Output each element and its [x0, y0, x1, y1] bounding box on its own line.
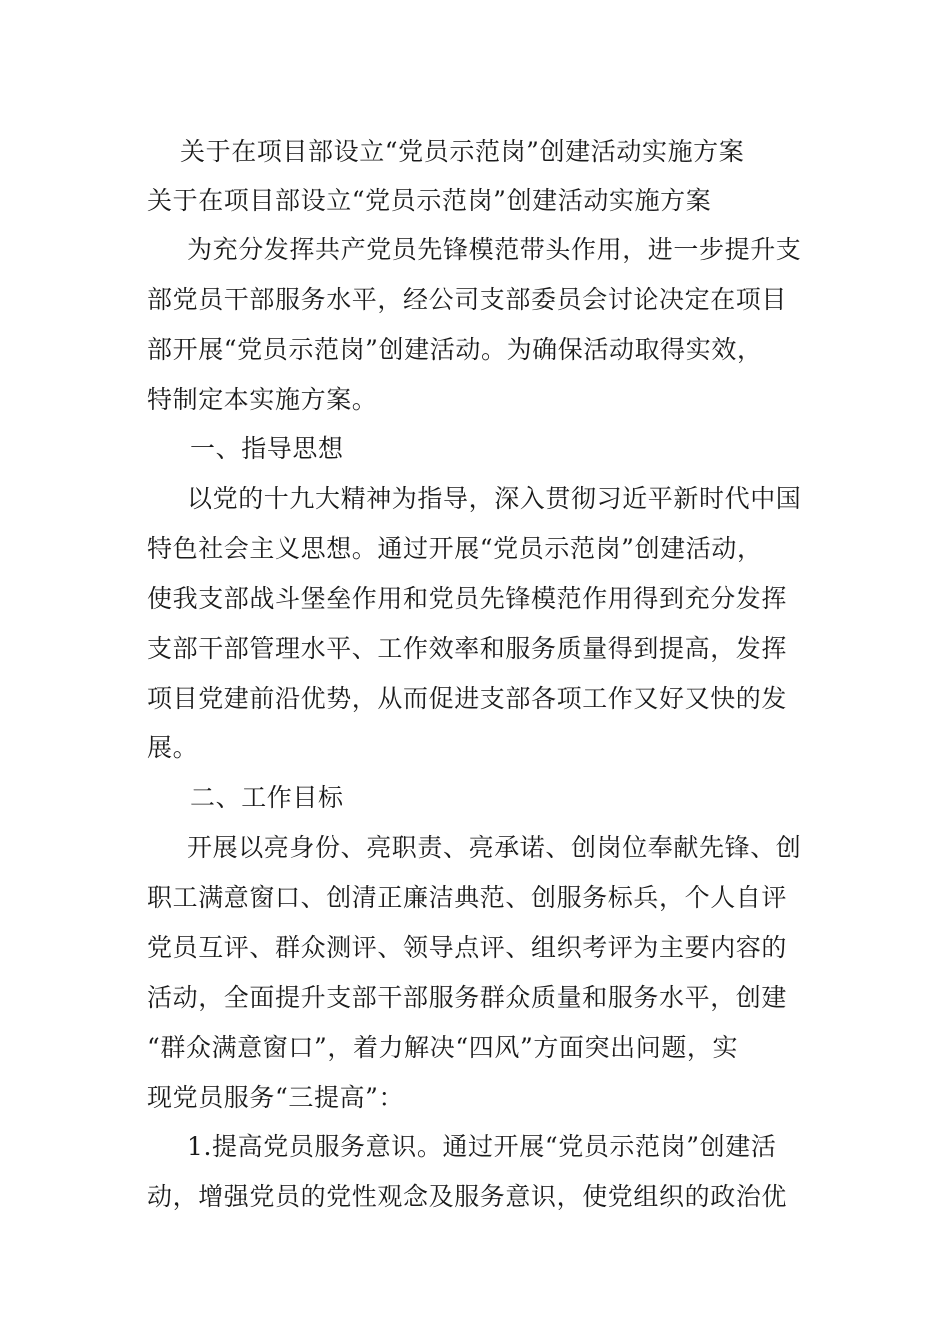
section1-line-5: 项目党建前沿优势，从而促进支部各项工作又好又快的发: [147, 684, 788, 713]
intro-line-3: 部开展“党员示范岗”创建活动。为确保活动取得实效，: [147, 335, 763, 364]
section-heading-work-goals: 二、工作目标: [190, 783, 344, 812]
document-title-header: 关于在项目部设立“党员示范岗”创建活动实施方案: [180, 137, 745, 166]
section1-line-3: 使我支部战斗堡垒作用和党员先锋模范作用得到充分发挥: [147, 584, 788, 613]
intro-line-4: 特制定本实施方案。: [147, 385, 378, 414]
item1-line-1: 1.提高党员服务意识。通过开展“党员示范岗”创建活: [187, 1132, 777, 1161]
section1-line-1: 以党的十九大精神为指导，深入贯彻习近平新时代中国: [187, 484, 802, 513]
section2-line-3: 党员互评、群众测评、领导点评、组织考评为主要内容的: [147, 933, 788, 962]
intro-line-1: 为充分发挥共产党员先锋模范带头作用，进一步提升支: [187, 235, 802, 264]
section1-line-6: 展。: [147, 733, 199, 762]
section2-line-4: 活动，全面提升支部干部服务群众质量和服务水平，创建: [147, 983, 788, 1012]
section1-line-4: 支部干部管理水平、工作效率和服务质量得到提高，发挥: [147, 634, 788, 663]
section2-line-6: 现党员服务“三提高”：: [147, 1083, 405, 1112]
intro-line-2: 部党员干部服务水平，经公司支部委员会讨论决定在项目: [147, 285, 788, 314]
item1-line-2: 动，增强党员的党性观念及服务意识，使党组织的政治优: [147, 1182, 788, 1211]
section2-line-2: 职工满意窗口、创清正廉洁典范、创服务标兵，个人自评: [147, 883, 788, 912]
section2-line-1: 开展以亮身份、亮职责、亮承诺、创岗位奉献先锋、创: [187, 833, 802, 862]
document-title: 关于在项目部设立“党员示范岗”创建活动实施方案: [147, 186, 712, 215]
section-heading-guiding-thought: 一、指导思想: [190, 434, 344, 463]
section1-line-2: 特色社会主义思想。通过开展“党员示范岗”创建活动，: [147, 534, 763, 563]
section2-line-5: “群众满意窗口”，着力解决“四风”方面突出问题，实: [147, 1033, 739, 1062]
